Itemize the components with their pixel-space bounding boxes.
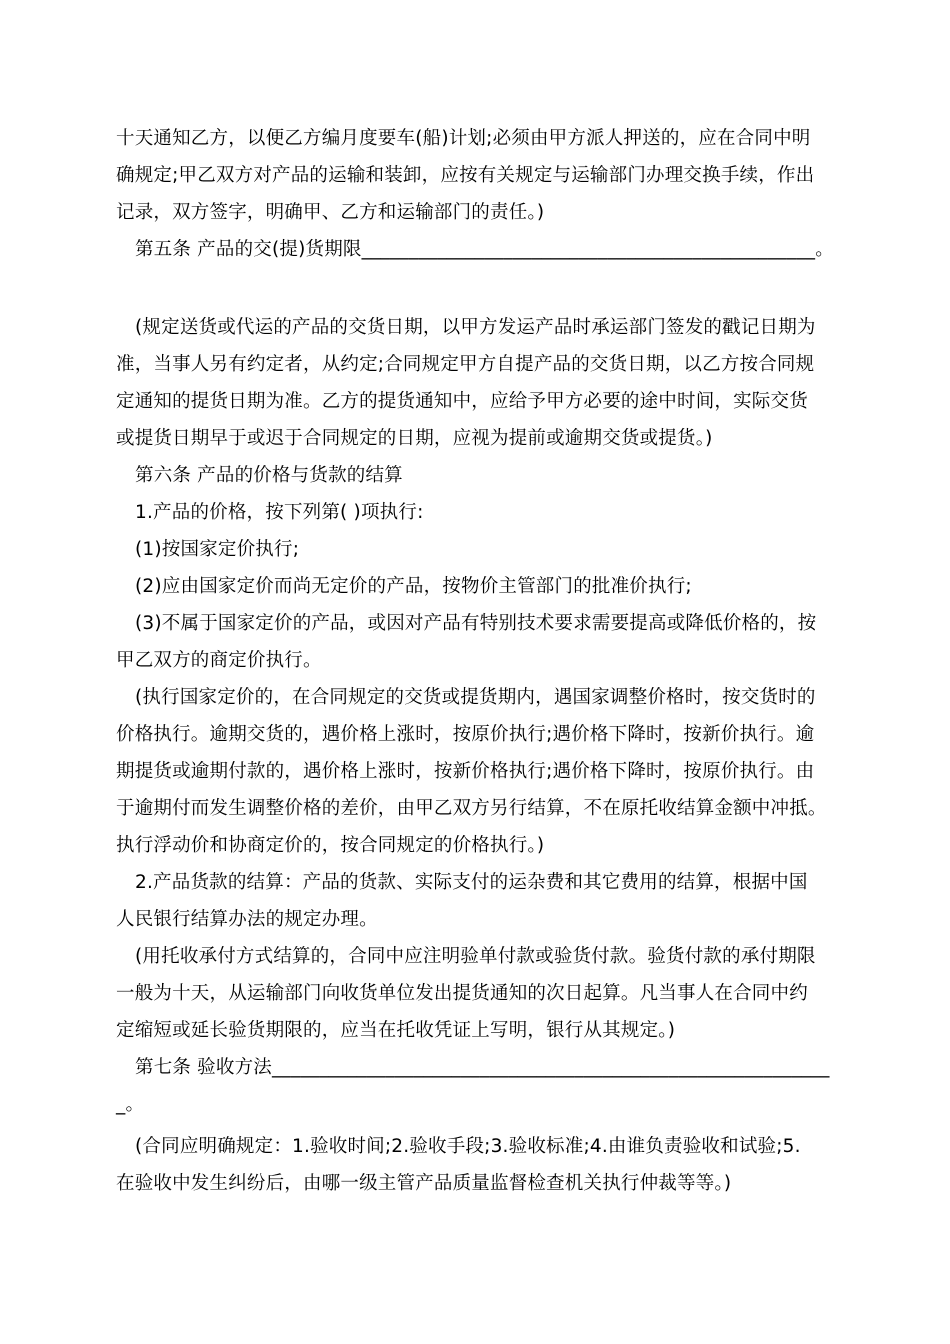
text-line: _。 [116,1094,145,1115]
article-5-heading: 第五条 产品的交(提)货期限________________________________________________。 [135,239,834,260]
text-line: 准，当事人另有约定者，从约定;合同规定甲方自提产品的交货日期，以乙方按合同规 [116,354,815,375]
text-line: 记录，双方签字，明确甲、乙方和运输部门的责任。) [116,202,545,223]
text-line: 在验收中发生纠纷后，由哪一级主管产品质量监督检查机关执行仲裁等等。) [116,1173,732,1194]
text-line: (用托收承付方式结算的，合同中应注明验单付款或验货付款。验货付款的承付期限 [135,946,816,967]
text-line: 执行浮动价和协商定价的，按合同规定的价格执行。) [116,835,545,856]
text-line: (执行国家定价的，在合同规定的交货或提货期内，遇国家调整价格时，按交货时的 [135,687,816,708]
article-6-heading: 第六条 产品的价格与货款的结算 [135,465,403,486]
text-line: 价格执行。逾期交货的，遇价格上涨时，按原价执行;遇价格下降时，按新价执行。逾 [116,724,815,745]
text-line: 甲乙双方的商定价执行。 [116,650,322,671]
text-line: (2)应由国家定价而尚无定价的产品，按物价主管部门的批准价执行; [135,576,692,597]
text-line: (3)不属于国家定价的产品，或因对产品有特别技术要求需要提高或降低价格的，按 [135,613,817,634]
text-line: 一般为十天，从运输部门向收货单位发出提货通知的次日起算。凡当事人在合同中约 [116,983,808,1004]
text-line: 1.产品的价格，按下列第( )项执行: [135,502,424,523]
text-line: (规定送货或代运的产品的交货日期，以甲方发运产品时承运部门签发的戳记日期为 [135,317,816,338]
text-line: 2.产品货款的结算：产品的货款、实际支付的运杂费和其它费用的结算，根据中国 [135,872,808,893]
article-7-heading: 第七条 验收方法___________________________________________________________ [135,1057,830,1078]
text-line: 人民银行结算办法的规定办理。 [116,909,378,930]
text-line: 十天通知乙方，以便乙方编月度要车(船)计划;必须由甲方派人押送的，应在合同中明 [116,128,811,149]
text-line: (合同应明确规定：1.验收时间;2.验收手段;3.验收标准;4.由谁负责验收和试验;5. [135,1136,801,1157]
text-line: 于逾期付而发生调整价格的差价，由甲乙双方另行结算，不在原托收结算金额中冲抵。 [116,798,827,819]
text-line: 确规定;甲乙双方对产品的运输和装卸，应按有关规定与运输部门办理交换手续，作出 [116,165,815,186]
text-line: 期提货或逾期付款的，遇价格上涨时，按新价格执行;遇价格下降时，按原价执行。由 [116,761,815,782]
text-line: 定通知的提货日期为准。乙方的提货通知中，应给予甲方必要的途中时间，实际交货 [116,391,808,412]
text-line: (1)按国家定价执行; [135,539,300,560]
text-line: 或提货日期早于或迟于合同规定的日期，应视为提前或逾期交货或提货。) [116,428,713,449]
text-line: 定缩短或延长验货期限的，应当在托收凭证上写明，银行从其规定。) [116,1020,676,1041]
